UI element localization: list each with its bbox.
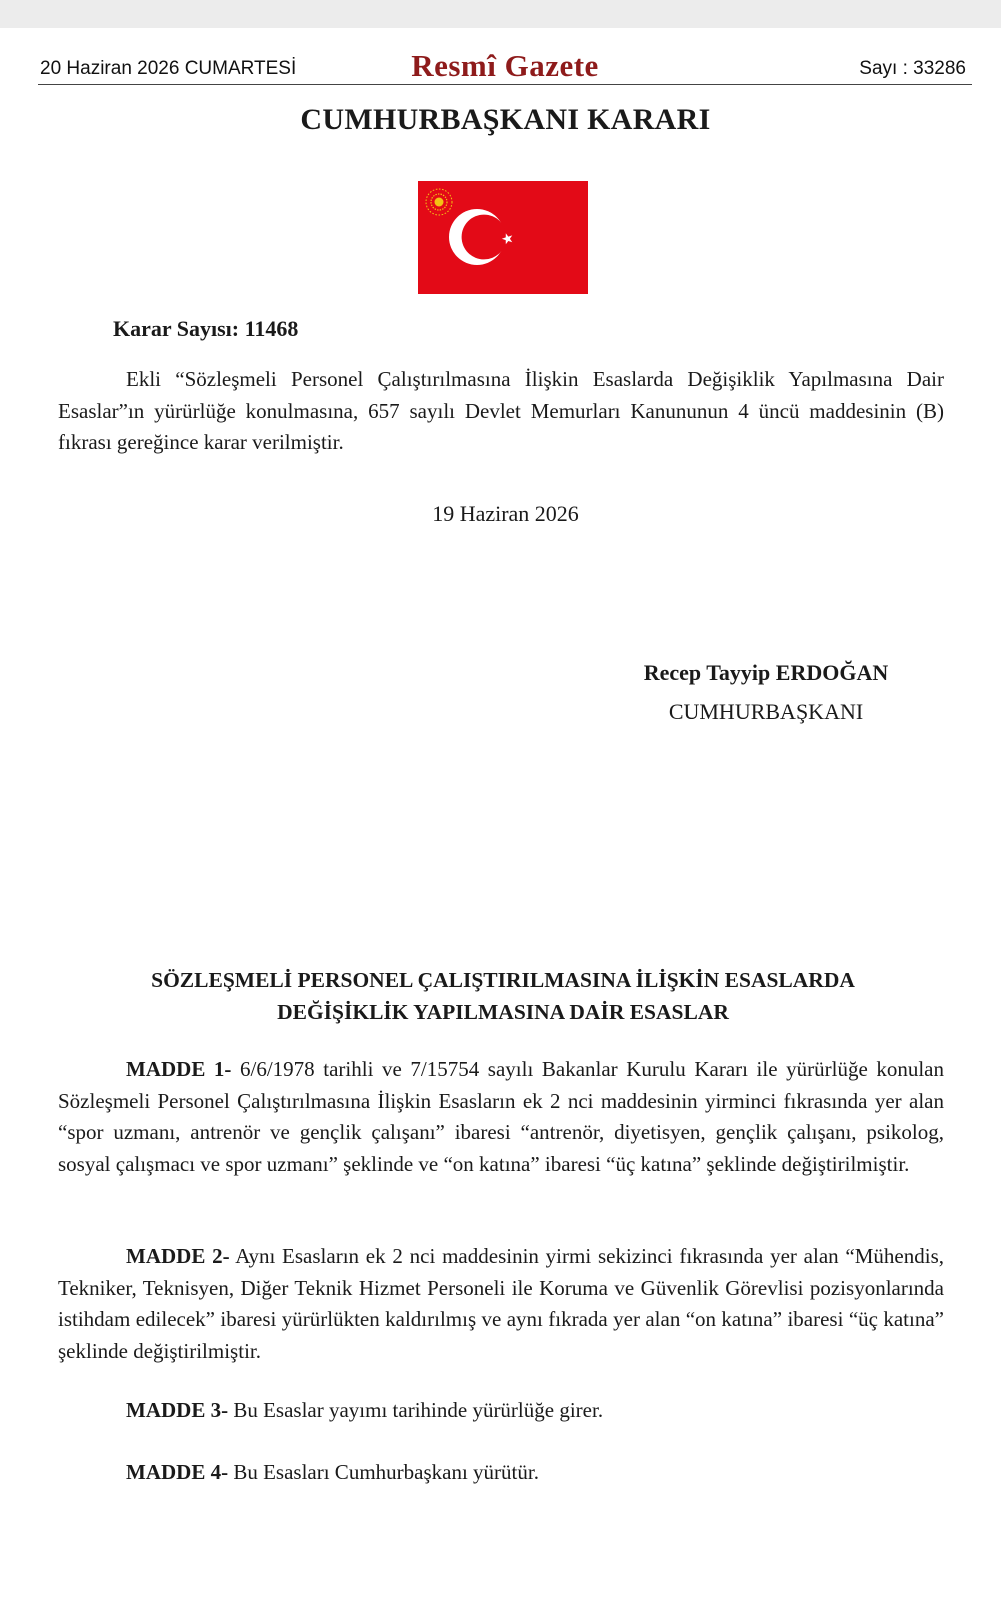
issue-number: Sayı : 33286 [859, 58, 966, 79]
annex-title-line-2: DEĞİŞİKLİK YAPILMASINA DAİR ESASLAR [277, 1000, 729, 1024]
article-3-text: Bu Esaslar yayımı tarihinde yürürlüğe girer. [233, 1398, 604, 1422]
article-1-label: MADDE 1- [126, 1057, 232, 1081]
issue-date: 20 Haziran 2026 CUMARTESİ [40, 58, 297, 79]
article-1 [58, 1054, 944, 1180]
decision-number: Karar Sayısı: 11468 [113, 316, 299, 341]
decree-heading: CUMHURBAŞKANI KARARI [300, 103, 711, 136]
gazette-page [0, 28, 1001, 1600]
article-3 [58, 1395, 944, 1427]
article-4 [58, 1457, 944, 1489]
gazette-title: Resmî Gazete [411, 48, 599, 83]
decree-intro-paragraph: Ekli “Sözleşmeli Personel Çalıştırılmasına İlişkin Esaslarda Değişiklik Yapılmasına Dair Esaslar”ın yürürlüğe konulmasına, 657 sayılı Devlet Memurları Kanununun 4 üncü maddesinin (B) fıkrası gereğince karar verilmiştir. [58, 367, 944, 454]
signatory-name: Recep Tayyip ERDOĞAN [643, 660, 889, 685]
article-2-text: Aynı Esasların ek 2 nci maddesinin yirmi sekizinci fıkrasında yer alan “Mühendis, Tekniker, Teknisyen, Diğer Teknik Hizmet Personeli ile Koruma ve Güvenlik Görevlisi pozisyonlarında istihdam edilecek” ibaresi yürürlükten kaldırılmış ve aynı fıkrada yer alan “on katına” ibaresi “üç katına” şeklinde değiştirilmiştir. [58, 1244, 945, 1363]
decision-date: 19 Haziran 2026 [432, 501, 579, 526]
article-3-label: MADDE 3- [126, 1398, 229, 1422]
top-gray-strip [0, 0, 1001, 28]
flag-graphic [418, 181, 588, 294]
article-2-label: MADDE 2- [126, 1244, 230, 1268]
article-4-text: Bu Esasları Cumhurbaşkanı yürütür. [233, 1460, 539, 1484]
article-2 [58, 1241, 944, 1367]
masthead [38, 48, 972, 84]
annex-title-line-1: SÖZLEŞMELİ PERSONEL ÇALIŞTIRILMASINA İLİŞKİN ESASLARDA [151, 968, 855, 992]
header-divider [38, 84, 972, 85]
article-1-text: 6/6/1978 tarihli ve 7/15754 sayılı Bakanlar Kurulu Kararı ile yürürlüğe konulan Sözleşmeli Personel Çalıştırılmasına İlişkin Esasların ek 2 nci maddesinin yirminci fıkrasında yer alan “spor uzmanı, antrenör ve gençlik çalışanı” ibaresi “antrenör, diyetisyen, gençlik çalışanı, psikolog, sosyal çalışmacı ve spor uzmanı” şeklinde ve “on katına” ibaresi “üç katına” şeklinde değiştirilmiştir. [58, 1057, 944, 1176]
article-4-label: MADDE 4- [126, 1460, 229, 1484]
signatory-title: CUMHURBAŞKANI [668, 699, 864, 724]
turkish-flag [418, 181, 588, 294]
